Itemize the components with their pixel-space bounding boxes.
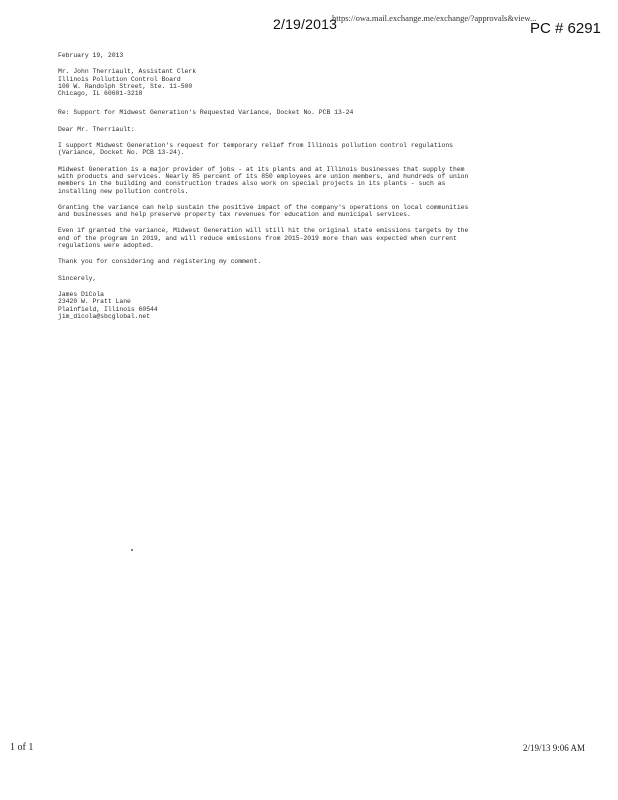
paragraph-support bbox=[58, 142, 558, 157]
paragraph-line: (Variance, Docket No. PCB 13-24). bbox=[58, 149, 185, 157]
paragraph-impact bbox=[58, 204, 558, 219]
paragraph-line: members in the building and construction trades also work on special projects in its plants - such as bbox=[58, 180, 446, 188]
paragraph-line: installing new pollution controls. bbox=[58, 187, 189, 195]
paragraph-line: Granting the variance can help sustain the positive impact of the company's operations on local communities bbox=[58, 203, 469, 211]
signer-address: 23420 W. Pratt Lane bbox=[58, 298, 131, 306]
paragraph-line: end of the program in 2019, and will reduce emissions from 2015-2019 more than was expected when current bbox=[58, 234, 457, 242]
recipient-block bbox=[58, 68, 558, 97]
recipient-line: 100 W. Randolph Street, Ste. 11-500 bbox=[58, 82, 193, 90]
recipient-line: Mr. John Therriault, Assistant Clerk bbox=[58, 68, 197, 76]
pc-number: PC # 6291 bbox=[530, 20, 601, 37]
recipient-line: Chicago, IL 60601-3218 bbox=[58, 90, 143, 98]
signer-city: Plainfield, Illinois 60544 bbox=[58, 305, 158, 313]
paragraph-emissions bbox=[58, 227, 558, 249]
closing: Sincerely, bbox=[58, 274, 97, 282]
paragraph-line: Even if granted the variance, Midwest Generation will still hit the original state emissions targets by the bbox=[58, 227, 469, 235]
letter-date: February 19, 2013 bbox=[58, 52, 124, 59]
signature-block bbox=[58, 291, 558, 320]
scan-speck bbox=[131, 549, 133, 551]
paragraph-line: I support Midwest Generation's request for temporary relief from Illinois pollution control regulations bbox=[58, 142, 454, 150]
paragraph-line: regulations were adopted. bbox=[58, 242, 154, 250]
paragraph-jobs bbox=[58, 166, 558, 195]
paragraph-line: Thank you for considering and registering my comment. bbox=[58, 258, 262, 266]
letter-body bbox=[58, 52, 558, 320]
recipient-line: Illinois Pollution Control Board bbox=[58, 75, 181, 83]
paragraph-line: and businesses and help preserve property tax revenues for education and municipal services. bbox=[58, 211, 411, 219]
subject-line: Re: Support for Midwest Generation's Requested Variance, Docket No. PCB 13-24 bbox=[58, 109, 354, 117]
footer-timestamp: 2/19/13 9:06 AM bbox=[523, 743, 586, 753]
print-url: https://owa.mail.exchange.me/exchange/?approvals&view... bbox=[332, 13, 537, 23]
paragraph-line: with products and services. Nearly 85 percent of its 850 employees are union members, and hundreds of union bbox=[58, 172, 469, 180]
salutation: Dear Mr. Therriault: bbox=[58, 125, 135, 133]
print-date: 2/19/2013 bbox=[273, 16, 338, 32]
paragraph-line: Midwest Generation is a major provider of jobs - at its plants and at Illinois businesses that supply them bbox=[58, 165, 465, 173]
signer-email: jim_dicola@sbcglobal.net bbox=[58, 312, 151, 320]
paragraph-thanks bbox=[58, 258, 558, 265]
page-count: 1 of 1 bbox=[10, 742, 34, 753]
signer-name: James DiCola bbox=[58, 290, 105, 298]
